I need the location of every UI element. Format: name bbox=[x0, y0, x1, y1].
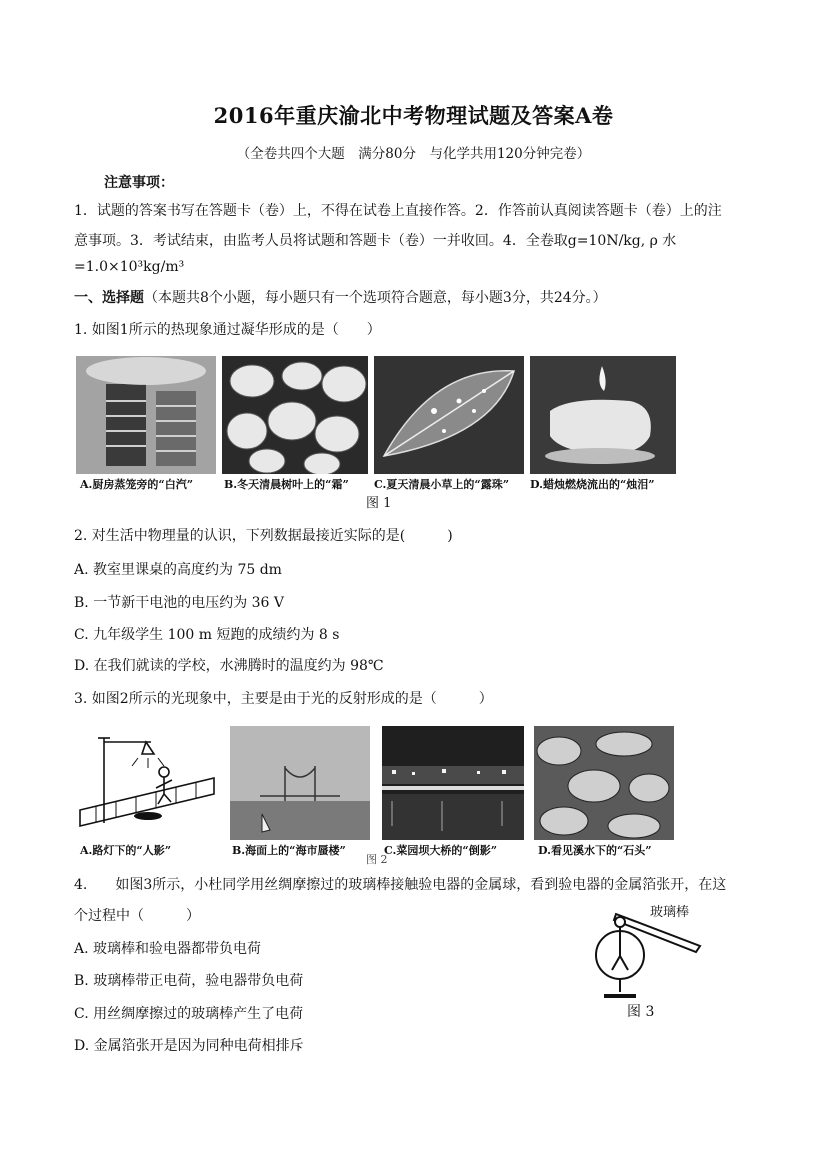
question-2-option-d: D. 在我们就读的学校，水沸腾时的温度约为 98℃ bbox=[74, 658, 384, 674]
figure-1-photo-c bbox=[374, 356, 524, 474]
figure-2-caption-d: D.看见溪水下的“石头” bbox=[538, 844, 652, 857]
question-2-option-c: C. 九年级学生 100 m 短跑的成绩约为 8 s bbox=[74, 627, 340, 643]
figure-2-caption-c: C.菜园坝大桥的“倒影” bbox=[384, 844, 498, 857]
section-1-title: 一、选择题 bbox=[74, 290, 144, 306]
figure-1-photo-b bbox=[222, 356, 368, 474]
question-2-option-b: B. 一节新干电池的电压约为 36 V bbox=[74, 595, 285, 611]
figure-3-label: 图 3 bbox=[627, 1004, 655, 1020]
figure-1-caption-c: C.夏天清晨小草上的“露珠” bbox=[374, 478, 510, 491]
notice-line-3: =1.0×10³kg/m³ bbox=[74, 259, 185, 275]
question-4-option-b: B. 玻璃棒带正电荷，验电器带负电荷 bbox=[74, 973, 304, 989]
page-title: 2016年重庆渝北中考物理试题及答案A卷 bbox=[213, 103, 614, 128]
page-subtitle: （全卷共四个大题 满分80分 与化学共用120分钟完卷） bbox=[236, 146, 591, 162]
figure-2-photo-c bbox=[382, 726, 524, 840]
figure-3-rod-label: 玻璃棒 bbox=[650, 905, 690, 920]
question-3-stem: 3. 如图2所示的光现象中，主要是由于光的反射形成的是（ ） bbox=[74, 691, 493, 707]
figure-1 bbox=[74, 352, 676, 492]
figure-2-caption-b: B.海面上的“海市蜃楼” bbox=[232, 844, 346, 857]
question-2-option-a: A. 教室里课桌的高度约为 75 dm bbox=[74, 562, 282, 578]
question-2-stem: 2. 对生活中物理量的认识，下列数据最接近实际的是( ) bbox=[74, 528, 453, 544]
figure-1-caption-d: D.蜡烛燃烧流出的“烛泪” bbox=[530, 478, 655, 491]
question-4-stem-line-2: 个过程中（ ） bbox=[74, 908, 200, 924]
section-1-desc: （本题共8个小题，每小题只有一个选项符合题意，每小题3分，共24分。） bbox=[144, 290, 607, 306]
figure-1-photo-a bbox=[76, 356, 216, 474]
figure-1-caption-a: A.厨房蒸笼旁的“白汽” bbox=[80, 478, 194, 491]
question-1-stem: 1. 如图1所示的热现象通过凝华形成的是（ ） bbox=[74, 322, 381, 338]
figure-2-label: 图 2 bbox=[366, 853, 388, 866]
figure-1-label: 图 1 bbox=[366, 496, 392, 511]
figure-2-photo-a bbox=[76, 728, 218, 840]
question-4-stem-line-1: 4. 如图3所示，小杜同学用丝绸摩擦过的玻璃棒接触验电器的金属球，看到验电器的金属箔张开，在这 bbox=[74, 877, 727, 893]
section-1-heading bbox=[74, 287, 607, 307]
figure-2-photo-b bbox=[230, 726, 370, 840]
figure-2 bbox=[74, 722, 674, 862]
notice-line-1: 1．试题的答案书写在答题卡（卷）上，不得在试卷上直接作答。2．作答前认真阅读答题卡（卷）上的注 bbox=[74, 203, 722, 219]
figure-1-photo-d bbox=[530, 356, 676, 474]
notice-line-2: 意事项。3．考试结束，由监考人员将试题和答题卡（卷）一并收回。4．全卷取g=10N/kg, ρ 水 bbox=[74, 233, 677, 249]
figure-2-photo-d bbox=[534, 726, 674, 840]
question-4-option-d: D. 金属箔张开是因为同种电荷相排斥 bbox=[74, 1038, 304, 1054]
figure-1-caption-b: B.冬天清晨树叶上的“霜” bbox=[224, 478, 349, 491]
notice-heading: 注意事项： bbox=[104, 175, 174, 191]
figure-2-caption-a: A.路灯下的“人影” bbox=[80, 844, 172, 857]
question-4-option-c: C. 用丝绸摩擦过的玻璃棒产生了电荷 bbox=[74, 1006, 304, 1022]
question-4-option-a: A. 玻璃棒和验电器都带负电荷 bbox=[74, 941, 262, 957]
